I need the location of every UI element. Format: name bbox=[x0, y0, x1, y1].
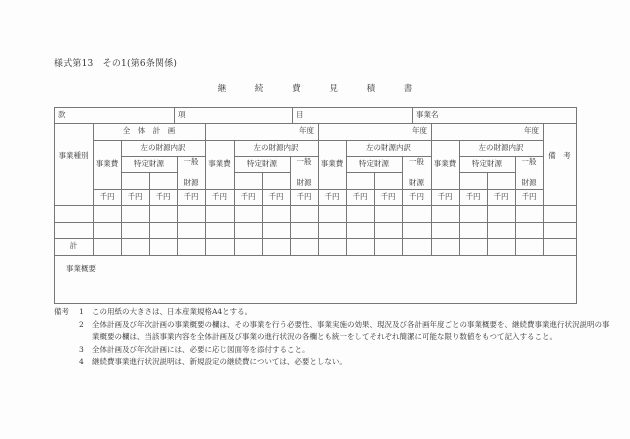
general-funding-header bbox=[177, 156, 205, 189]
general-funding-label: 財源 bbox=[183, 177, 199, 187]
document-title bbox=[0, 82, 630, 94]
project-type-header: 事業種別 bbox=[58, 150, 89, 160]
specific-funding-header: 特定財源 bbox=[247, 158, 277, 168]
funding-breakdown-header: 左の財源内訳 bbox=[140, 142, 186, 152]
table-rule bbox=[576, 107, 577, 304]
unit-label: 千円 bbox=[409, 191, 424, 201]
table-rule bbox=[149, 172, 150, 256]
general-funding-label: 財源 bbox=[409, 177, 424, 187]
table-rule bbox=[54, 238, 577, 239]
remarks-header: 備 考 bbox=[548, 150, 571, 160]
unit-label: 千円 bbox=[437, 191, 453, 201]
unit-label: 千円 bbox=[268, 191, 284, 201]
general-funding-header bbox=[402, 156, 431, 189]
note-number: 1 bbox=[79, 307, 84, 316]
unit-label: 千円 bbox=[380, 191, 396, 201]
notes-section bbox=[54, 306, 612, 369]
general-funding-label: 一般 bbox=[183, 157, 199, 167]
table-rule bbox=[374, 172, 375, 256]
general-funding-header bbox=[290, 156, 318, 189]
unit-label: 千円 bbox=[99, 191, 115, 201]
unit-label: 千円 bbox=[352, 191, 368, 201]
project-cost-header: 事業費 bbox=[208, 159, 231, 169]
unit-label: 千円 bbox=[465, 191, 481, 201]
table-rule bbox=[487, 172, 488, 256]
funding-breakdown-header: 左の財源内訳 bbox=[253, 142, 299, 152]
unit-label: 千円 bbox=[296, 191, 312, 201]
specific-funding-header: 特定財源 bbox=[359, 158, 389, 168]
note-item bbox=[54, 319, 612, 344]
fiscal-year-header: 年度 bbox=[299, 126, 314, 136]
specific-funding-header: 特定財源 bbox=[134, 158, 164, 168]
note-item bbox=[54, 344, 612, 357]
form-number-label: 様式第13 その1(第6条関係) bbox=[54, 59, 178, 69]
general-funding-header bbox=[515, 156, 543, 189]
kan-field: 款 bbox=[58, 109, 66, 119]
unit-label: 千円 bbox=[521, 191, 537, 201]
funding-breakdown-header: 左の財源内訳 bbox=[366, 142, 411, 152]
note-number: 2 bbox=[79, 319, 84, 329]
funding-breakdown-header: 左の財源内訳 bbox=[478, 142, 524, 152]
title-char: 費 bbox=[292, 84, 301, 94]
note-item bbox=[54, 306, 612, 319]
title-char: 見 bbox=[329, 84, 338, 94]
fiscal-year-header: 年度 bbox=[412, 126, 427, 136]
general-funding-label: 一般 bbox=[521, 157, 537, 167]
unit-label: 千円 bbox=[493, 191, 509, 201]
title-char: 継 bbox=[217, 84, 227, 94]
specific-funding-header: 特定財源 bbox=[472, 158, 502, 168]
note-number: 3 bbox=[79, 344, 84, 354]
note-text: 全体計画及び年次計画の事業概要の欄は、その事業を行う必要性、事業実施の効果、現況及び各計画年度ごとの事業概要を、継続費事業進行状況説明の事業概要の欄は、当該事業内容を全体計画及び事業の進行状況の各欄とも統一をしてそれぞれ簡潔に可能な限り数値をもつて記入すること。 bbox=[92, 319, 610, 341]
unit-label: 千円 bbox=[183, 191, 199, 201]
unit-label: 千円 bbox=[240, 191, 256, 201]
fiscal-year-header: 年度 bbox=[524, 126, 539, 136]
note-text: 全体計画及び年次計画には、必要に応じ図面等を添付すること。 bbox=[92, 344, 310, 354]
note-item bbox=[54, 356, 612, 369]
unit-label: 千円 bbox=[127, 191, 143, 201]
table-rule bbox=[54, 303, 577, 304]
general-funding-label: 一般 bbox=[409, 157, 424, 167]
table-rule bbox=[54, 222, 577, 223]
kou-field: 項 bbox=[178, 109, 186, 119]
table-rule bbox=[543, 123, 544, 256]
note-text: この用紙の大きさは、日本産業規格A4とする。 bbox=[92, 307, 253, 316]
note-number: 4 bbox=[79, 357, 84, 366]
unit-label: 千円 bbox=[155, 191, 171, 201]
general-funding-label: 財源 bbox=[296, 177, 312, 187]
table-rule bbox=[54, 205, 577, 206]
project-cost-header: 事業費 bbox=[433, 159, 457, 169]
unit-label: 千円 bbox=[212, 191, 227, 201]
title-char: 積 bbox=[366, 84, 376, 94]
total-row-label: 計 bbox=[69, 241, 78, 251]
overall-plan-header: 全 体 計 画 bbox=[122, 126, 176, 136]
project-cost-header: 事業費 bbox=[95, 159, 119, 169]
project-name-field: 事業名 bbox=[416, 109, 439, 119]
title-char: 書 bbox=[403, 84, 413, 94]
note-text: 継続費事業進行状況説明は、新規設定の継続費については、必要としない。 bbox=[92, 357, 347, 366]
moku-field: 目 bbox=[296, 109, 304, 119]
project-overview-label: 事業概要 bbox=[66, 264, 96, 273]
notes-heading: 備考 bbox=[54, 307, 69, 316]
project-cost-header: 事業費 bbox=[320, 159, 344, 169]
general-funding-label: 一般 bbox=[296, 157, 312, 167]
general-funding-label: 財源 bbox=[521, 177, 537, 187]
unit-label: 千円 bbox=[324, 191, 340, 201]
table-rule bbox=[262, 172, 263, 256]
table-rule bbox=[54, 255, 577, 256]
title-char: 続 bbox=[254, 84, 264, 94]
